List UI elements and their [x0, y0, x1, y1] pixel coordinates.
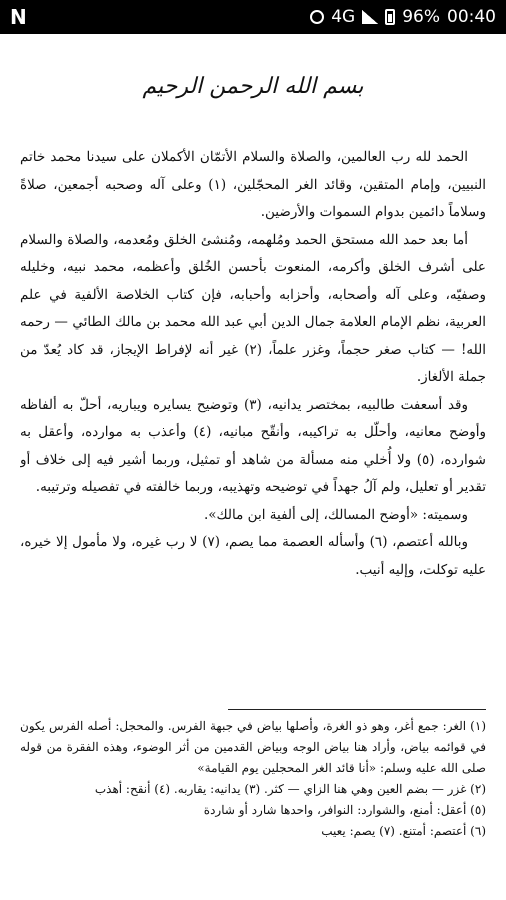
footnote-divider — [228, 709, 486, 710]
battery-icon — [385, 9, 395, 25]
paragraph: أما بعد حمد الله مستحق الحمد ومُلهمه، ومُنشئ الخلق ومُعدمه، والصلاة والسلام على أشرف الخلق وأكرمه، المنعوت بأحسن الخُلق وأعظمه، محمد نبيه، وخليله وصفيّه، وعلى آله وأصحابه، وأحزابه وأحبابه، فإن كتاب الخلاصة الألفية في علم العربية، نظم الإمام العلامة جمال الدين أبي عبد الله محمد بن مالك الطائي — رحمه الله! — كتاب صغر حجماً، وغزر علماً، (٢) غير أنه لإفراط الإيجاز، قد كاد يُعدّ من جملة الألغاز. — [20, 231, 486, 385]
paragraph: وبالله أعتصم، (٦) وأسأله العصمة مما يصم، (٧) لا رب غيره، ولا مأمول إلا خيره، عليه توكلت، وإليه أنيب. — [20, 534, 486, 578]
status-right — [310, 7, 496, 27]
alarm-icon — [310, 10, 324, 24]
status-bar — [0, 0, 506, 34]
footnote: (٢) غزر — بضم العين وهي هنا الزاي — كثر. (٣) يدانيه: يقاربه. (٤) أنقح: أهذب — [94, 782, 486, 796]
network-label: 4G — [331, 7, 356, 27]
battery-percent: 96% — [402, 7, 440, 27]
footnotes — [20, 716, 486, 842]
clock: 00:40 — [447, 7, 496, 27]
footnote: (١) الغر: جمع أغر، وهو ذو الغرة، وأصلها بياض في جبهة الفرس. والمحجل: أصله الفرس يكون في قوائمه بياض، وأراد هنا بياض الوجه وبياض القدمين من أثر الوضوء، وهذه الفقرة من قوله صلى الله عليه وسلم: «أنا قائد الغر المحجلين يوم القيامة» — [20, 719, 486, 775]
footnote: (٦) أعتصم: أمتنع. (٧) يصم: يعيب — [321, 824, 486, 838]
basmala-heading: بسم الله الرحمن الرحيم — [142, 74, 364, 99]
paragraph: الحمد لله رب العالمين، والصلاة والسلام الأتمّان الأكملان على سيدنا محمد خاتم النبيين، وإمام المتقين، وقائد الغر المحجّلين، (١) وعلى آله وصحبه أجمعين، صلاةً وسلاماً دائمين بدوام السموات والأرضين. — [20, 149, 486, 220]
page-body — [20, 144, 486, 584]
footnote: (٥) أعقل: أمنع، والشوارد: النوافر، واحدها شارد أو شاردة — [203, 803, 486, 817]
book-page — [20, 34, 486, 900]
paragraph: وسميته: «أوضح المسالك، إلى ألفية ابن مالك». — [204, 506, 468, 523]
notification-app-icon: N — [10, 5, 27, 29]
signal-icon — [362, 10, 378, 24]
paragraph: وقد أسعفت طالبيه، بمختصر يدانيه، (٣) وتوضيح يسايره ويباريه، أحلّ به ألفاظه وأوضح معانيه، وأحلّل به تراكيبه، وأنقّح مبانيه، (٤) وأعذب به موارده، وأعقل به شوارده، (٥) ولا أُخلي منه مسألة من شاهد أو تمثيل، وربما أشير فيه إلى خلاف أو تقدير أو تعليل، ولم آلُ جهداً في توضيحه وتهذيبه، وربما خالفته في تفصيله وترتيبه. — [20, 396, 486, 495]
